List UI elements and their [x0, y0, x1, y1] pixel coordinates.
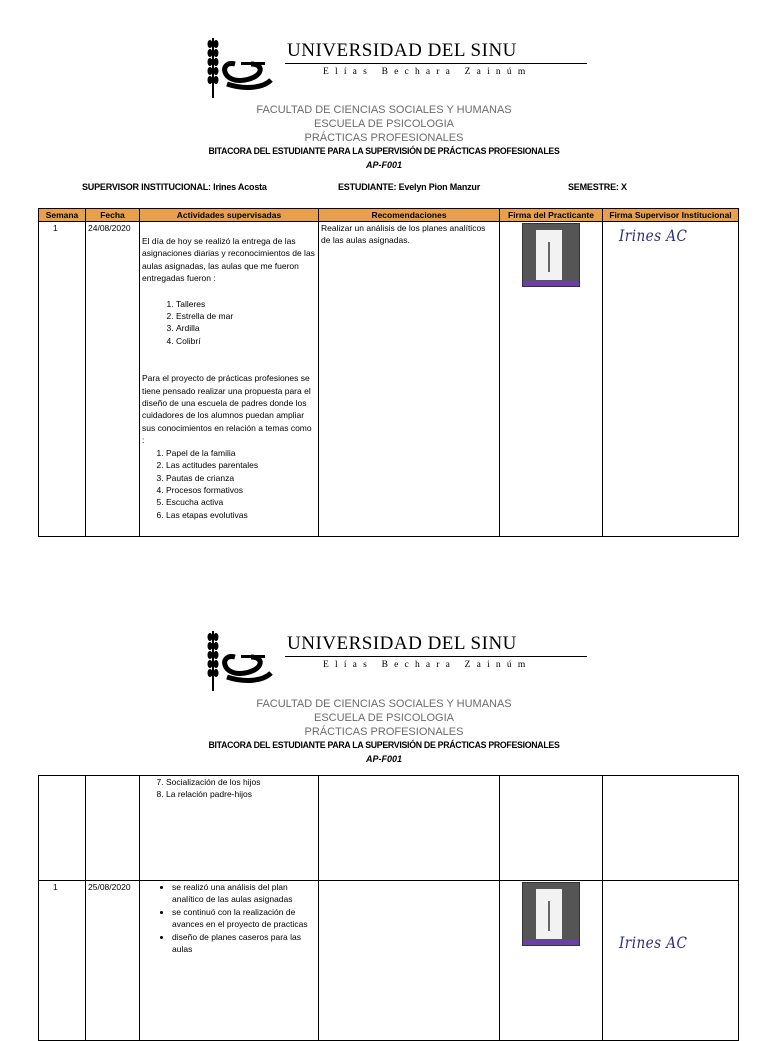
table-row: [39, 881, 739, 1041]
document-code: AP-F001: [365, 160, 402, 170]
document-title: BITACORA DEL ESTUDIANTE PARA LA SUPERVISIÓN DE PRÁCTICAS PROFESIONALES: [208, 146, 560, 157]
school-name: ESCUELA DE PSICOLOGIA: [314, 118, 454, 130]
row-week: 1: [39, 222, 86, 537]
log-table-page2: [38, 775, 739, 1041]
list-item: 8. La relación padre-hijos: [166, 788, 316, 800]
row-supervisor-signature: [603, 881, 739, 1041]
supervisor-signature: Irines AC: [619, 933, 688, 952]
student-signature-image: [522, 882, 580, 946]
list-item: 4. Colibrí: [176, 335, 316, 347]
list-item: 7. Socialización de los hijos: [166, 776, 316, 788]
row-week: [39, 776, 86, 881]
row-student-signature: [500, 222, 603, 537]
document-title: BITACORA DEL ESTUDIANTE PARA LA SUPERVISIÓN DE PRÁCTICAS PROFESIONALES: [208, 740, 560, 751]
list-item: 1. Papel de la familia: [166, 447, 316, 459]
founder-name: Elías Bechara Zainúm: [323, 660, 532, 670]
document-code: AP-F001: [365, 754, 402, 764]
col-supervisor-signature: Firma Supervisor Institucional: [603, 209, 739, 222]
list-item: 2. Estrella de mar: [176, 310, 316, 322]
list-item: 3. Pautas de crianza: [166, 472, 316, 484]
founder-name: Elías Bechara Zainúm: [323, 67, 532, 77]
col-recommendations: Recomendaciones: [319, 209, 500, 222]
list-item: 6. Las etapas evolutivas: [166, 509, 316, 521]
university-name: UNIVERSIDAD DEL SINU: [287, 633, 517, 654]
row-supervisor-signature: [603, 776, 739, 881]
program-name: PRÁCTICAS PROFESIONALES: [304, 726, 464, 738]
col-week: Semana: [39, 209, 86, 222]
list-item: • se continuó con la realización de avances en el proyecto de practicas: [172, 906, 316, 931]
supervisor-signature: Irines AC: [619, 226, 688, 245]
row-date: 25/08/2020: [86, 881, 140, 1041]
row-recommendation: Realizar un análisis de los planes analíticos de las aulas asignadas.: [319, 222, 500, 537]
semester-label: SEMESTRE: X: [568, 182, 627, 192]
wheat-seal-icon: [205, 627, 285, 693]
list-item: 4. Procesos formativos: [166, 484, 316, 496]
faculty-name: FACULTAD DE CIENCIAS SOCIALES Y HUMANAS: [256, 698, 512, 710]
list-item: 5. Escucha activa: [166, 496, 316, 508]
row-supervisor-signature: [603, 222, 739, 537]
col-student-signature: Firma del Practicante: [500, 209, 603, 222]
row-week: 1: [39, 881, 86, 1041]
logo-rule: [285, 63, 587, 64]
university-logo: [205, 34, 590, 100]
logo-rule: [285, 656, 587, 657]
col-activities: Actividades supervisadas: [140, 209, 319, 222]
row-recommendation: [319, 881, 500, 1041]
classroom-list: [142, 298, 316, 348]
wheat-seal-icon: [205, 34, 285, 100]
student-label: ESTUDIANTE: Evelyn Pion Manzur: [338, 182, 481, 192]
row-recommendation: [319, 776, 500, 881]
list-item: • se realizó una análisis del plan analítico de las aulas asignadas: [172, 881, 316, 906]
university-name: UNIVERSIDAD DEL SINU: [287, 40, 517, 61]
table-row: [39, 776, 739, 881]
university-logo: [205, 627, 590, 693]
topic-list: [142, 776, 316, 801]
col-date: Fecha: [86, 209, 140, 222]
topic-list: [142, 447, 316, 521]
row-activities: [140, 776, 319, 881]
row-date: 24/08/2020: [86, 222, 140, 537]
table-row: [39, 222, 739, 537]
row-activities: [140, 881, 319, 1041]
row-activities: [140, 222, 319, 537]
activities-intro: El día de hoy se realizó la entrega de las asignaciones diarias y reconocimientos de las aulas asignadas, las aulas que me fueron entregadas fueron :: [142, 236, 315, 284]
list-item: 3. Ardilla: [176, 322, 316, 334]
row-date: [86, 776, 140, 881]
faculty-name: FACULTAD DE CIENCIAS SOCIALES Y HUMANAS: [256, 104, 512, 116]
row-student-signature: [500, 776, 603, 881]
student-signature-image: [522, 223, 580, 287]
list-item: 1. Talleres: [176, 298, 316, 310]
school-name: ESCUELA DE PSICOLOGIA: [314, 712, 454, 724]
list-item: 2. Las actitudes parentales: [166, 459, 316, 471]
project-intro: Para el proyecto de prácticas profesiones se tiene pensado realizar una propuesta para el diseño de una escuela de padres donde los cuidadores de los alumnos puedan ampliar sus conocimientos en relación a temas como :: [142, 373, 312, 446]
supervisor-label: SUPERVISOR INSTITUCIONAL: Irines Acosta: [82, 182, 267, 192]
list-item: • diseño de planes caseros para las aulas: [172, 931, 316, 956]
activity-bullets: [142, 881, 316, 955]
row-student-signature: [500, 881, 603, 1041]
program-name: PRÁCTICAS PROFESIONALES: [304, 132, 464, 144]
log-table-page1: [38, 208, 739, 537]
